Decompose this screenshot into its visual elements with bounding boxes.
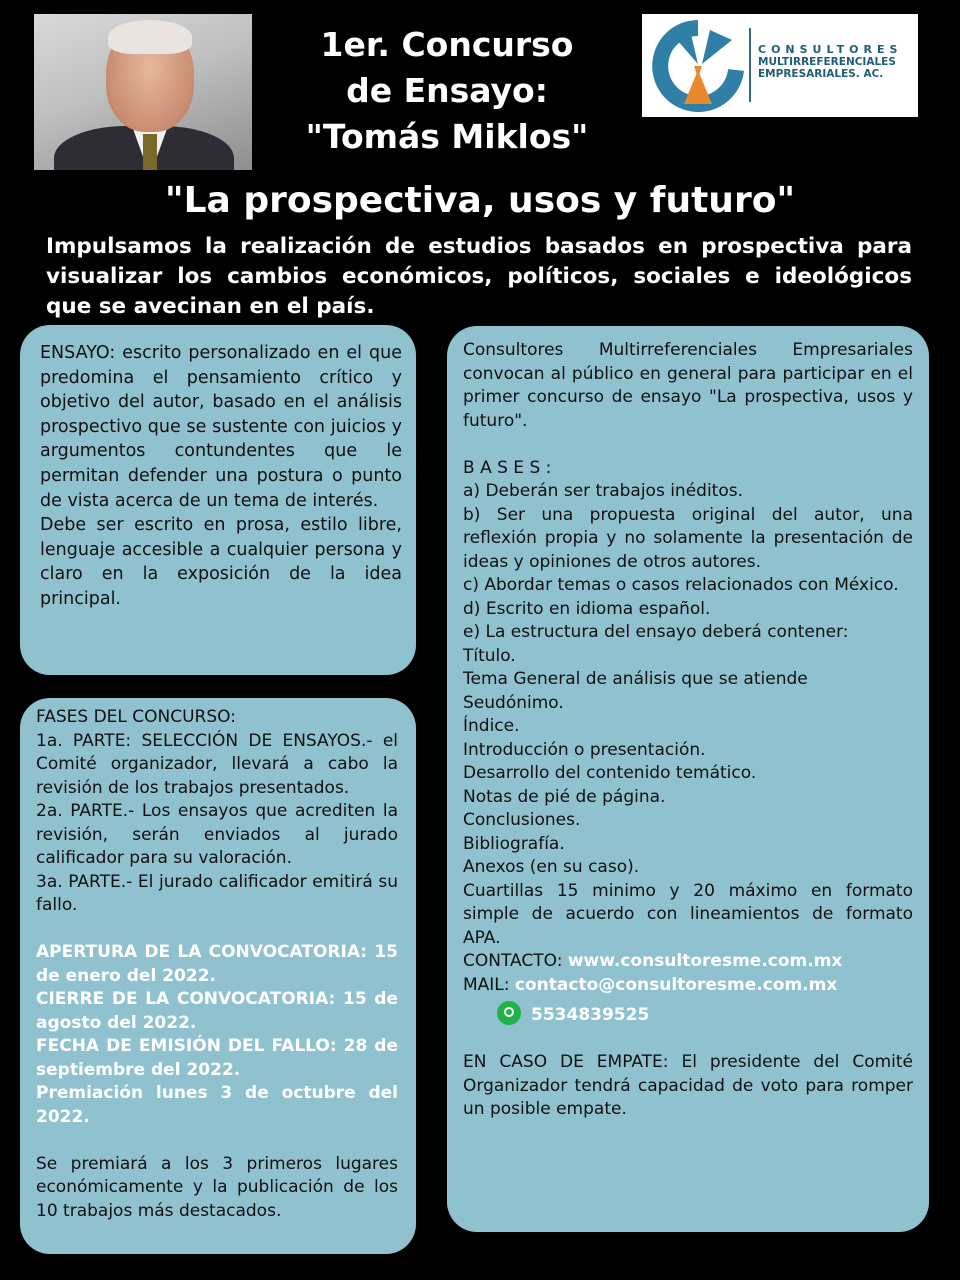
contacto-label: CONTACTO: [463,951,563,971]
logo-line-3: EMPRESARIALES. AC. [758,68,884,80]
base-a: a) Deberán ser trabajos inéditos. [463,481,744,501]
email-link[interactable]: contacto@consultoresme.com.mx [514,974,838,995]
mail-line [463,974,913,998]
estructura-item: Conclusiones. [463,810,581,830]
website-link[interactable]: www.consultoresme.com.mx [567,951,843,971]
cuartillas-text: Cuartillas 15 minimo y 20 máximo en formato simple de acuerdo con lineamientos de formato APA. [463,880,913,948]
estructura-item: Tema General de análisis que se atiende [463,669,808,689]
fases-box [20,698,416,1254]
intro-text: Impulsamos la realización de estudios basados en prospectiva para visualizar los cambios económicos, políticos, sociales e ideológicos que se avecinan en el país. [46,234,912,319]
bases-heading: B A S E S : [463,457,552,478]
ensayo-requirements: Debe ser escrito en prosa, estilo libre, lenguaje accesible a cualquier persona y claro en la exposición de la idea principal. [40,515,402,609]
title-line-3: "Tomás Miklos" [305,117,589,156]
logo-text [758,44,902,80]
estructura-item: Notas de pié de página. [463,786,666,807]
phone-number[interactable]: 5534839525 [531,1005,650,1025]
premio-text: Se premiará a los 3 primeros lugares económicamente y la publicación de los 10 trabajos más destacados. [36,1153,398,1221]
convocatoria-intro: Consultores Multirreferenciales Empresariales convocan al público en general para participar en el primer concurso de ensayo "La prospectiva, usos y futuro". [463,340,913,431]
base-e: e) La estructura del ensayo deberá contener: [463,622,849,642]
whatsapp-icon [497,1001,521,1025]
logo-mark-icon [650,18,746,114]
fase-2: 2a. PARTE.- Los ensayos que acrediten la revisión, serán enviados al jurado calificador para su valoración. [36,801,398,868]
estructura-item: Índice. [463,716,520,736]
estructura-item: Bibliografía. [463,833,565,854]
premiacion-date: Premiación lunes 3 de octubre del 2022. [36,1083,398,1127]
phone-line [463,1001,913,1028]
ensayo-box [20,325,416,675]
subtitle: "La prospectiva, usos y futuro" [164,180,796,221]
estructura-item: Introducción o presentación. [463,739,706,760]
mail-label: MAIL: [463,974,510,995]
organization-logo [642,14,918,117]
fallo-date: FECHA DE EMISIÓN DEL FALLO: 28 de septiembre del 2022. [36,1036,398,1080]
base-d: d) Escrito en idioma español. [463,598,711,619]
cierre-date: CIERRE DE LA CONVOCATORIA: 15 de agosto del 2022. [36,989,398,1033]
convocatoria-box [447,326,929,1232]
photo-hair [108,20,192,54]
estructura-item: Desarrollo del contenido temático. [463,763,757,783]
logo-separator [749,28,751,102]
ensayo-definition: ENSAYO: escrito personalizado en el que predomina el pensamiento crítico y objetivo del autor, basado en el análisis prospectivo que se sustente con juicios y argumentos contundentes que le permitan defender una postura o punto de vista acerca de un tema de interés. [40,343,402,511]
empate-text: EN CASO DE EMPATE: El presidente del Comité Organizador tendrá capacidad de voto para romper un posible empate. [463,1052,913,1119]
fases-heading: FASES DEL CONCURSO: [36,707,236,727]
photo-tie [143,134,157,170]
logo-line-2: MULTIRREFERENCIALES [758,56,896,68]
logo-line-1: CONSULTORES [758,43,903,56]
base-b: b) Ser una propuesta original del autor, una reflexión propia y no solamente la presentación de ideas y opiniones de otros autores. [463,504,913,572]
portrait-photo [34,14,252,170]
contest-title [262,22,632,160]
apertura-date: APERTURA DE LA CONVOCATORIA: 15 de enero del 2022. [36,942,398,986]
base-c: c) Abordar temas o casos relacionados con México. [463,575,899,595]
title-line-1: 1er. Concurso [320,25,574,64]
contacto-line [463,950,913,974]
title-line-2: de Ensayo: [346,71,548,110]
estructura-item: Seudónimo. [463,692,564,713]
estructura-item: Título. [463,645,516,666]
estructura-item: Anexos (en su caso). [463,857,640,877]
fase-1: 1a. PARTE: SELECCIÓN DE ENSAYOS.- el Comité organizador, llevará a cabo la revisión de los trabajos presentados. [36,730,398,798]
fase-3: 3a. PARTE.- El jurado calificador emitirá su fallo. [36,871,398,915]
